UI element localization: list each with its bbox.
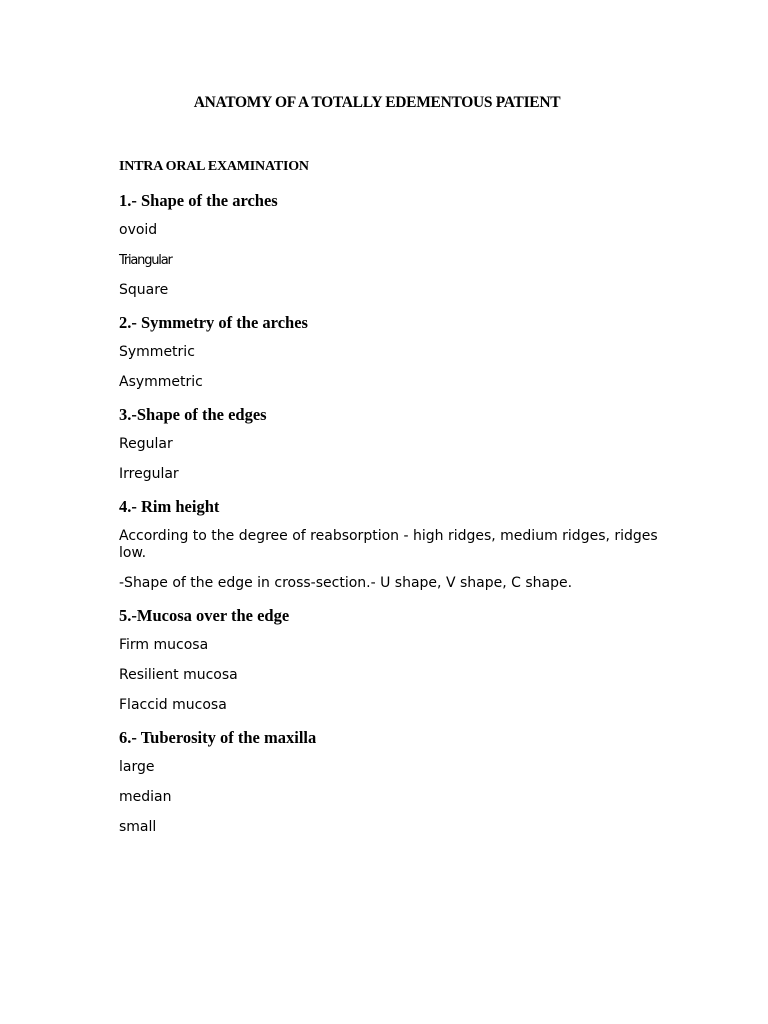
document-body bbox=[119, 158, 664, 849]
section-tuberosity-of-maxilla bbox=[119, 727, 664, 836]
list-item: Irregular bbox=[119, 466, 179, 482]
list-item: large bbox=[119, 759, 155, 775]
list-item: Asymmetric bbox=[119, 374, 203, 390]
section-heading: 5.-Mucosa over the edge bbox=[119, 606, 290, 625]
list-item: median bbox=[119, 789, 172, 805]
list-item: Resilient mucosa bbox=[119, 667, 238, 683]
section-rim-height bbox=[119, 496, 664, 592]
list-item: ovoid bbox=[119, 222, 158, 238]
section-subtitle: INTRA ORAL EXAMINATION bbox=[119, 159, 309, 174]
section-mucosa-over-edge bbox=[119, 605, 664, 714]
list-item: small bbox=[119, 819, 157, 835]
list-item: Firm mucosa bbox=[119, 637, 209, 653]
list-item: Symmetric bbox=[119, 344, 195, 360]
section-heading: 4.- Rim height bbox=[119, 497, 220, 516]
section-shape-of-edges bbox=[119, 404, 664, 483]
list-item: Regular bbox=[119, 436, 173, 452]
document-title: ANATOMY OF A TOTALLY EDEMENTOUS PATIENT bbox=[193, 94, 561, 111]
section-heading: 6.- Tuberosity of the maxilla bbox=[119, 728, 317, 747]
list-item: -Shape of the edge in cross-section.- U shape, V shape, C shape. bbox=[119, 575, 573, 591]
list-item: According to the degree of reabsorption - high ridges, medium ridges, ridges low. bbox=[119, 528, 658, 561]
section-shape-of-arches bbox=[119, 190, 664, 299]
section-heading: 2.- Symmetry of the arches bbox=[119, 313, 308, 332]
list-item: Square bbox=[119, 282, 169, 298]
section-symmetry-of-arches bbox=[119, 312, 664, 391]
list-item: Triangular bbox=[119, 253, 172, 268]
section-heading: 3.-Shape of the edges bbox=[119, 405, 267, 424]
list-item: Flaccid mucosa bbox=[119, 697, 227, 713]
section-heading: 1.- Shape of the arches bbox=[119, 191, 278, 210]
